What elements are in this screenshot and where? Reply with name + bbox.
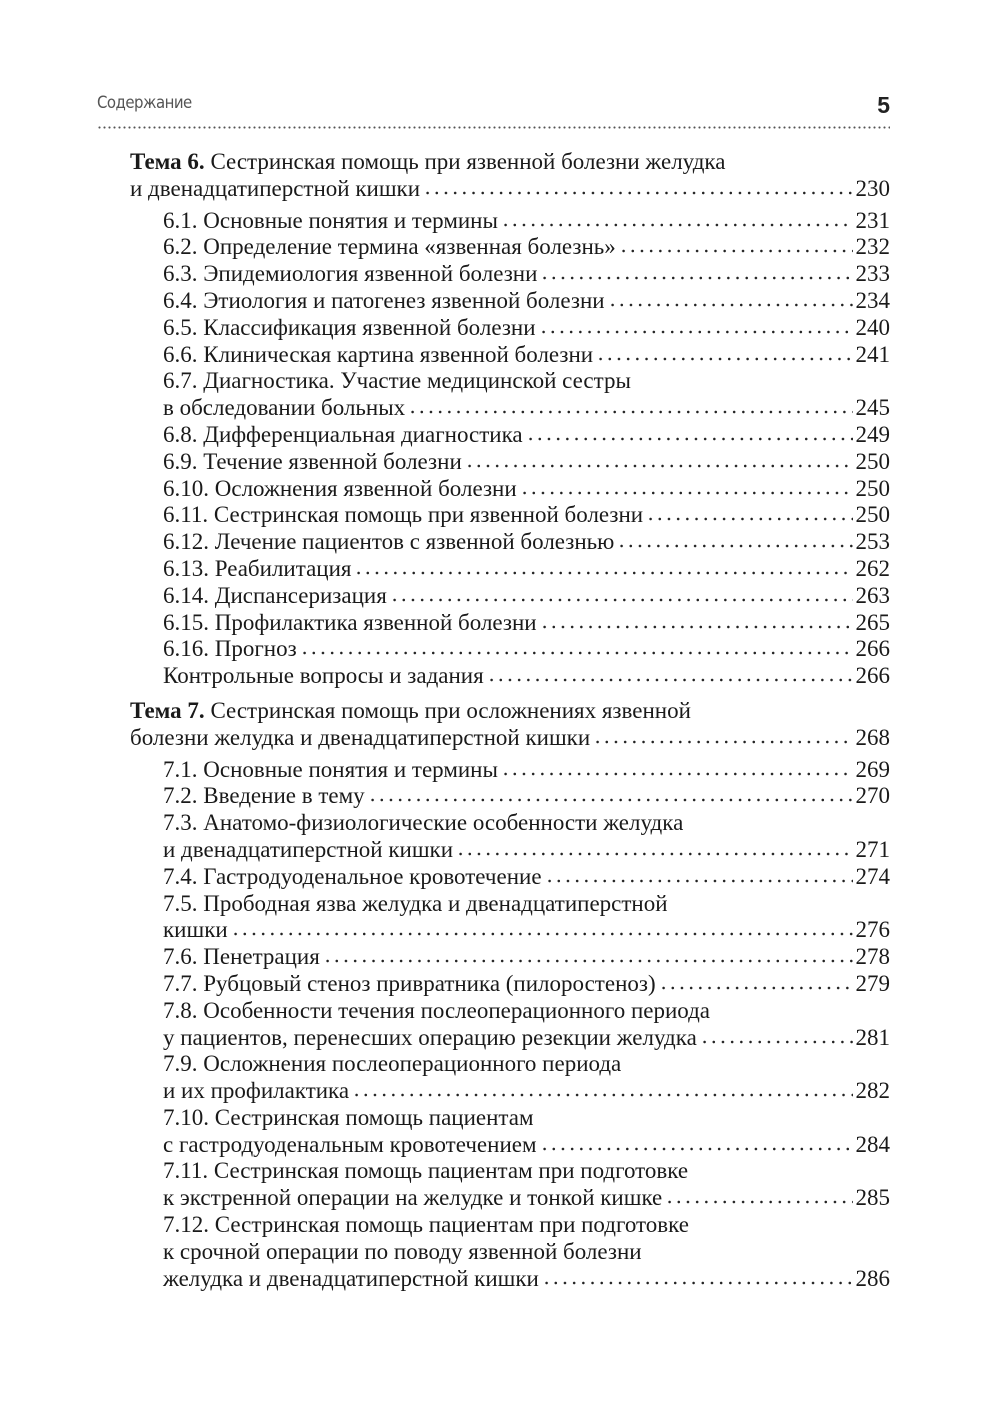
- toc-text: и двенадцатиперстной кишки: [163, 836, 454, 862]
- toc-line: [130, 234, 890, 261]
- toc-entry[interactable]: [130, 449, 890, 476]
- toc-text: Контрольные вопросы и задания: [163, 663, 484, 689]
- toc-line: [130, 757, 890, 784]
- toc-line: [130, 944, 890, 971]
- toc-line: [130, 917, 890, 944]
- toc-page-number: 284: [855, 1131, 890, 1157]
- toc-page-number: 245: [855, 395, 890, 421]
- topic-heading[interactable]: [130, 698, 890, 752]
- toc-page-number: 233: [855, 261, 890, 287]
- header-dotted-rule: [97, 126, 890, 129]
- toc-line: [130, 176, 890, 203]
- toc-line: [130, 610, 890, 637]
- dot-leader: [646, 517, 852, 521]
- toc-text: 7.4. Гастродуоденальное кровотечение: [163, 863, 542, 889]
- toc-line: [130, 261, 890, 288]
- toc-entry[interactable]: [130, 208, 890, 235]
- toc-line: [130, 368, 890, 395]
- dot-leader: [323, 959, 853, 963]
- toc-text: 6.8. Дифференциальная диагностика: [163, 421, 523, 447]
- toc-text: к срочной операции по поводу язвенной болезни: [163, 1238, 642, 1264]
- toc-line: [130, 998, 890, 1025]
- toc-entry[interactable]: [130, 422, 890, 449]
- toc-line: [130, 1158, 890, 1185]
- dot-leader: [465, 464, 853, 468]
- toc-text: и двенадцатиперстной кишки: [130, 175, 421, 201]
- toc-text: 6.7. Диагностика. Участие медицинской сестры: [163, 368, 631, 394]
- toc-text: 7.2. Введение в тему: [163, 783, 365, 809]
- toc-line: [130, 476, 890, 503]
- running-header-title: Содержание: [97, 93, 192, 113]
- toc-page-number: 269: [855, 756, 890, 782]
- toc-entry[interactable]: [130, 663, 890, 690]
- toc-entry[interactable]: [130, 529, 890, 556]
- toc-line: [130, 725, 890, 752]
- toc-text: 6.15. Профилактика язвенной болезни: [163, 609, 537, 635]
- toc-page-number: 240: [855, 314, 890, 340]
- toc-entry[interactable]: [130, 864, 890, 891]
- toc-entry[interactable]: [130, 971, 890, 998]
- toc-line: [130, 971, 890, 998]
- toc-text: 7.3. Анатомо-физиологические особенности желудка: [163, 810, 684, 836]
- toc-text: 6.6. Клиническая картина язвенной болезни: [163, 341, 594, 367]
- dot-leader: [408, 410, 852, 414]
- dot-leader: [354, 571, 852, 575]
- dot-leader: [526, 437, 853, 441]
- toc-page-number: 250: [855, 502, 890, 528]
- toc-text: Сестринская помощь при осложнениях язвенной: [210, 697, 691, 723]
- topic-label: Тема 7.: [130, 697, 205, 723]
- toc-page-number: 232: [855, 234, 890, 260]
- toc-line: [130, 810, 890, 837]
- toc-entry[interactable]: [130, 998, 890, 1052]
- toc-text: с гастродуоденальным кровотечением: [163, 1131, 537, 1157]
- toc-page-number: 268: [855, 724, 890, 750]
- toc-text: Сестринская помощь при язвенной болезни желудка: [210, 149, 726, 174]
- toc-entry[interactable]: [130, 234, 890, 261]
- toc-entry[interactable]: [130, 288, 890, 315]
- toc-line: [130, 208, 890, 235]
- toc-text: в обследовании больных: [163, 395, 406, 421]
- toc-line: [130, 422, 890, 449]
- dot-leader: [659, 986, 853, 990]
- toc-topic: [130, 149, 890, 690]
- toc-page-number: 276: [855, 917, 890, 943]
- toc-line: [130, 395, 890, 422]
- toc-page-number: 279: [855, 970, 890, 996]
- toc-page-number: 271: [855, 836, 890, 862]
- toc-entry[interactable]: [130, 556, 890, 583]
- dot-leader: [545, 879, 853, 883]
- toc-line: [130, 1239, 890, 1266]
- dot-leader: [617, 544, 852, 548]
- toc-page-number: 263: [855, 582, 890, 608]
- toc-page-number: 281: [855, 1024, 890, 1050]
- table-of-contents: [130, 149, 890, 1300]
- toc-line: [130, 1051, 890, 1078]
- toc-text: 6.2. Определение термина «язвенная болезнь»: [163, 234, 616, 260]
- toc-entry[interactable]: [130, 261, 890, 288]
- toc-page-number: 241: [855, 341, 890, 367]
- toc-page-number: 249: [855, 421, 890, 447]
- dot-leader: [501, 223, 853, 227]
- toc-line: [130, 583, 890, 610]
- toc-page-number: 250: [855, 475, 890, 501]
- toc-text: к экстренной операции на желудке и тонкой кишке: [163, 1185, 663, 1211]
- dot-leader: [596, 357, 852, 361]
- toc-entry[interactable]: [130, 810, 890, 864]
- toc-line: [130, 1105, 890, 1132]
- toc-page-number: 250: [855, 448, 890, 474]
- dot-leader: [540, 1147, 853, 1151]
- toc-text: 6.14. Диспансеризация: [163, 582, 387, 608]
- toc-entry[interactable]: [130, 757, 890, 784]
- topic-label: Тема 6.: [130, 149, 205, 174]
- toc-page-number: 231: [855, 207, 890, 233]
- dot-leader: [700, 1040, 853, 1044]
- dot-leader: [487, 678, 853, 682]
- dot-leader: [665, 1200, 852, 1204]
- toc-line: [130, 891, 890, 918]
- toc-line: [130, 556, 890, 583]
- toc-line: [130, 1266, 890, 1293]
- toc-text: 6.5. Классификация язвенной болезни: [163, 314, 536, 340]
- toc-entry[interactable]: [130, 1105, 890, 1159]
- toc-text: 6.12. Лечение пациентов с язвенной болезнью: [163, 529, 615, 555]
- toc-line: [130, 1025, 890, 1052]
- page-number: 5: [877, 92, 890, 118]
- toc-line: [130, 529, 890, 556]
- toc-entry[interactable]: [130, 610, 890, 637]
- toc-text: кишки: [163, 917, 228, 943]
- toc-text: 6.9. Течение язвенной болезни: [163, 448, 462, 474]
- toc-line: [130, 1132, 890, 1159]
- toc-page-number: 266: [855, 636, 890, 662]
- toc-line: [130, 663, 890, 690]
- toc-entry[interactable]: [130, 583, 890, 610]
- toc-entry[interactable]: [130, 891, 890, 945]
- toc-text: 6.11. Сестринская помощь при язвенной болезни: [163, 502, 644, 528]
- toc-page-number: 253: [855, 529, 890, 555]
- dot-leader: [520, 491, 853, 495]
- toc-entry[interactable]: [130, 368, 890, 422]
- dot-leader: [619, 249, 853, 253]
- toc-line: [130, 342, 890, 369]
- toc-page-number: 270: [855, 783, 890, 809]
- toc-text: и их профилактика: [163, 1078, 350, 1104]
- toc-text: 7.5. Прободная язва желудка и двенадцатиперстной: [163, 890, 668, 916]
- toc-line: [130, 837, 890, 864]
- toc-text: 6.4. Этиология и патогенез язвенной болезни: [163, 287, 605, 313]
- toc-text: 6.10. Осложнения язвенной болезни: [163, 475, 517, 501]
- dot-leader: [608, 303, 853, 307]
- toc-page-number: 278: [855, 944, 890, 970]
- topic-heading[interactable]: [130, 149, 890, 203]
- toc-line: [130, 698, 890, 725]
- toc-line: [130, 783, 890, 810]
- toc-text: 7.7. Рубцовый стеноз привратника (пилоростеноз): [163, 970, 656, 996]
- toc-text: 6.16. Прогноз: [163, 636, 297, 662]
- toc-line: [130, 1212, 890, 1239]
- toc-entry[interactable]: [130, 502, 890, 529]
- toc-text: 7.8. Особенности течения послеоперационного периода: [163, 997, 711, 1023]
- dot-leader: [300, 651, 853, 655]
- toc-line: [130, 288, 890, 315]
- toc-text: у пациентов, перенесших операцию резекции желудка: [163, 1024, 697, 1050]
- toc-topic: [130, 698, 890, 1293]
- dot-leader: [542, 1281, 853, 1285]
- dot-leader: [368, 798, 853, 802]
- toc-text: 7.12. Сестринская помощь пациентам при подготовке: [163, 1212, 689, 1238]
- dot-leader: [456, 852, 852, 856]
- toc-page-number: 266: [855, 663, 890, 689]
- dot-leader: [390, 598, 853, 602]
- toc-line: [130, 1185, 890, 1212]
- toc-entry[interactable]: [130, 342, 890, 369]
- toc-page-number: 265: [855, 609, 890, 635]
- toc-text: 7.6. Пенетрация: [163, 944, 320, 970]
- toc-page-number: 282: [855, 1078, 890, 1104]
- toc-page-number: 285: [855, 1185, 890, 1211]
- toc-page-number: 230: [855, 175, 890, 201]
- toc-page-number: 262: [855, 555, 890, 581]
- toc-text: 6.13. Реабилитация: [163, 555, 352, 581]
- toc-entry[interactable]: [130, 1051, 890, 1105]
- toc-text: 6.1. Основные понятия и термины: [163, 207, 498, 233]
- toc-entry[interactable]: [130, 315, 890, 342]
- toc-entry[interactable]: [130, 636, 890, 663]
- toc-text: 7.9. Осложнения послеоперационного периода: [163, 1051, 622, 1077]
- toc-text: 6.3. Эпидемиология язвенной болезни: [163, 261, 538, 287]
- toc-entry[interactable]: [130, 1158, 890, 1212]
- toc-text: 7.11. Сестринская помощь пациентам при подготовке: [163, 1158, 689, 1184]
- toc-entry[interactable]: [130, 476, 890, 503]
- toc-line: [130, 149, 890, 176]
- toc-text: 7.10. Сестринская помощь пациентам: [163, 1104, 534, 1130]
- toc-line: [130, 315, 890, 342]
- toc-text: болезни желудка и двенадцатиперстной кишки: [130, 724, 591, 750]
- dot-leader: [540, 625, 853, 629]
- toc-line: [130, 864, 890, 891]
- toc-entry[interactable]: [130, 944, 890, 971]
- toc-line: [130, 1078, 890, 1105]
- toc-line: [130, 502, 890, 529]
- dot-leader: [539, 330, 853, 334]
- toc-text: желудка и двенадцатиперстной кишки: [163, 1265, 539, 1291]
- dot-leader: [423, 191, 852, 195]
- toc-entry[interactable]: [130, 783, 890, 810]
- toc-page-number: 234: [855, 287, 890, 313]
- toc-text: 7.1. Основные понятия и термины: [163, 756, 498, 782]
- dot-leader: [593, 740, 852, 744]
- dot-leader: [352, 1093, 852, 1097]
- dot-leader: [540, 276, 852, 280]
- toc-line: [130, 449, 890, 476]
- dot-leader: [231, 932, 853, 936]
- toc-page-number: 286: [855, 1265, 890, 1291]
- toc-entry[interactable]: [130, 1212, 890, 1292]
- dot-leader: [501, 772, 853, 776]
- toc-line: [130, 636, 890, 663]
- toc-page-number: 274: [855, 863, 890, 889]
